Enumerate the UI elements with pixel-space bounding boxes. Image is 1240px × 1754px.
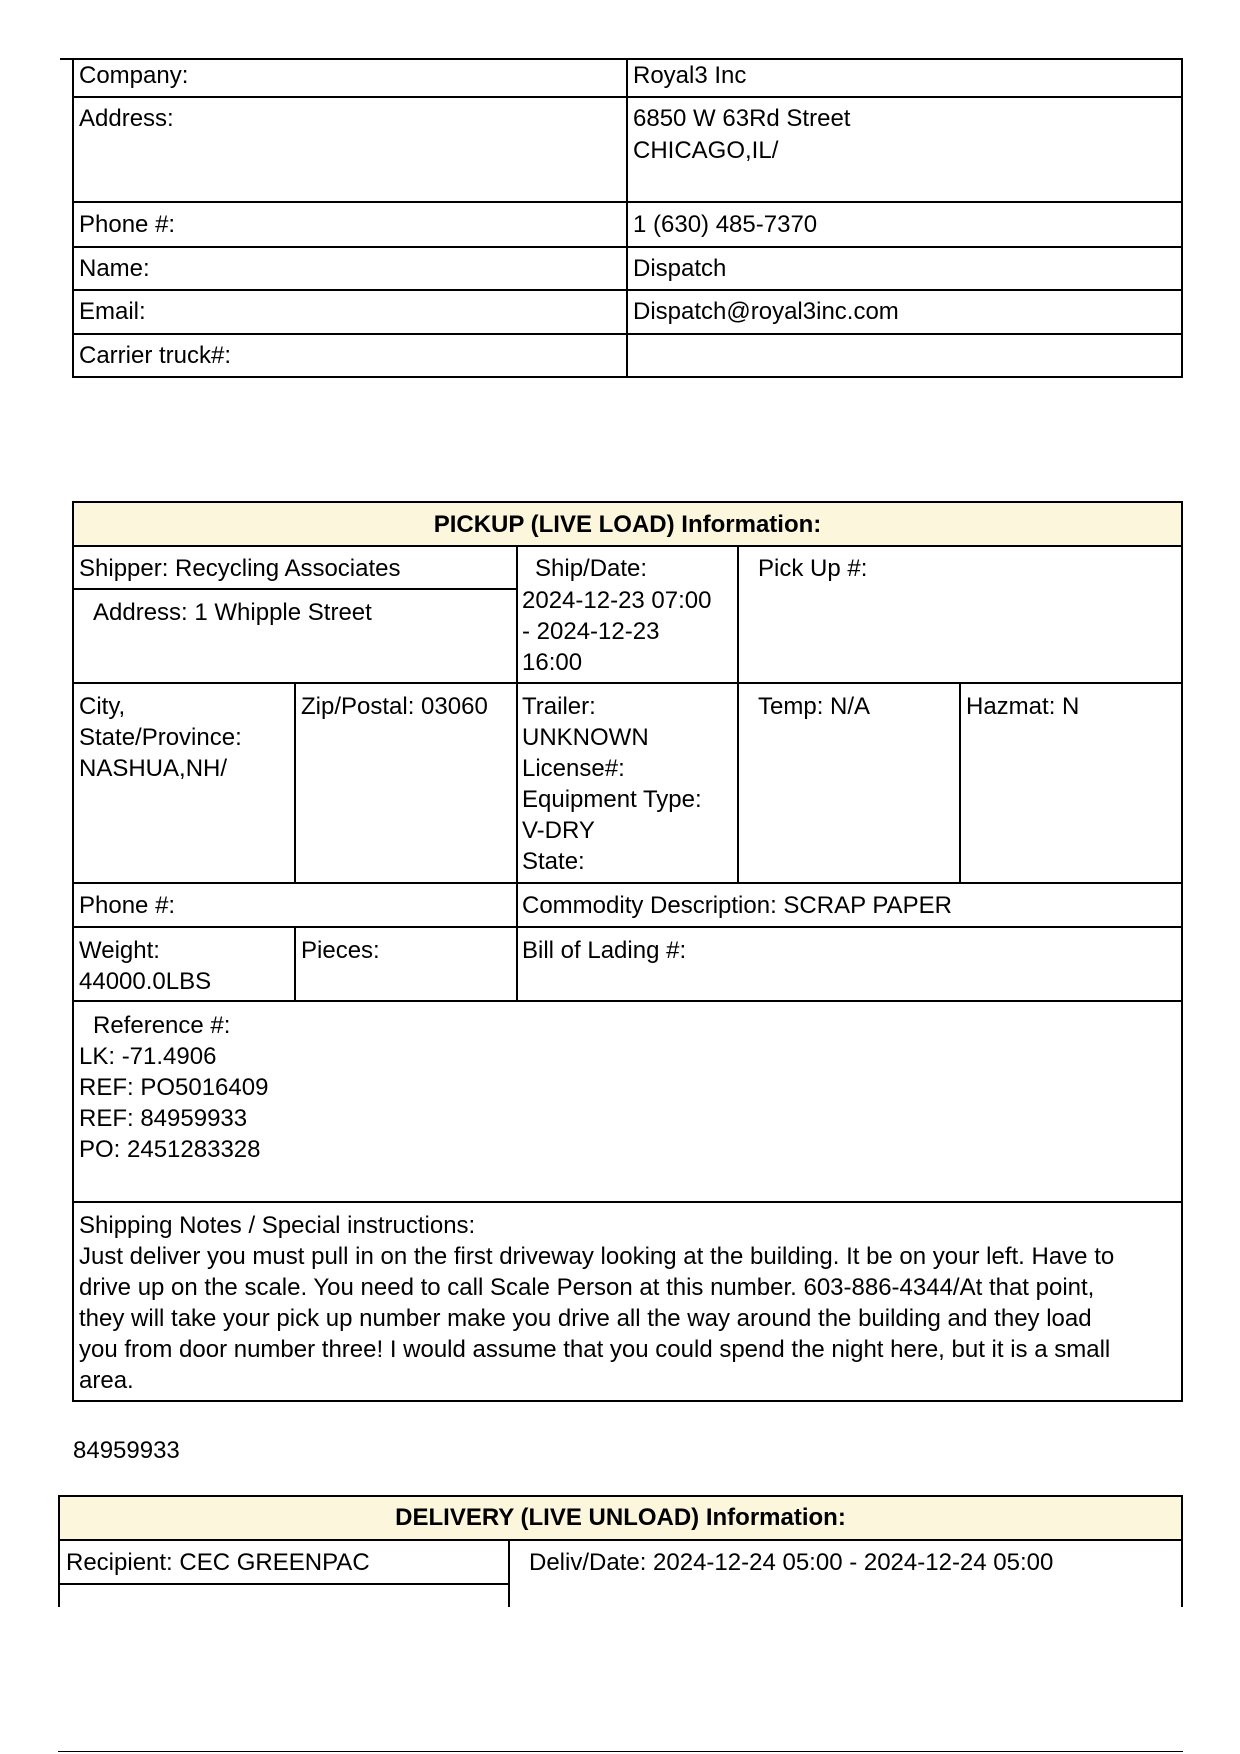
pieces: Pieces: xyxy=(301,937,380,964)
divider xyxy=(58,1583,509,1585)
notes-line: drive up on the scale. You need to call Scale Person at this number. 603-886-4344/At that point, xyxy=(79,1274,1095,1301)
divider xyxy=(72,882,1183,884)
notes-line: Just deliver you must pull in on the first driveway looking at the building. It be on your left. Have to xyxy=(79,1243,1115,1270)
shipper-address: Address: 1 Whipple Street xyxy=(93,599,372,626)
weight-line: Weight: xyxy=(79,937,160,964)
divider xyxy=(508,1539,510,1607)
pickup-number: Pick Up #: xyxy=(758,555,868,582)
address-label: Address: xyxy=(79,105,174,132)
delivery-header: DELIVERY (LIVE UNLOAD) Information: xyxy=(58,1496,1183,1540)
divider xyxy=(72,1400,1183,1402)
city-line: State/Province: xyxy=(79,724,242,751)
divider xyxy=(1181,501,1183,1402)
email-value: Dispatch@royal3inc.com xyxy=(633,298,899,325)
divider xyxy=(58,1539,1183,1541)
bill-of-lading: Bill of Lading #: xyxy=(522,937,687,964)
company-value: Royal3 Inc xyxy=(633,62,747,89)
divider xyxy=(516,545,518,1001)
ship-date-label: Ship/Date: xyxy=(535,555,648,582)
divider xyxy=(72,501,1183,503)
divider xyxy=(72,58,74,378)
name-label: Name: xyxy=(79,255,150,282)
shipper: Shipper: Recycling Associates xyxy=(79,555,401,582)
reference-label: Reference #: xyxy=(93,1012,231,1039)
trailer-line: License#: xyxy=(522,755,625,782)
divider xyxy=(72,1201,1183,1203)
commodity-description: Commodity Description: SCRAP PAPER xyxy=(522,892,952,919)
notes-label: Shipping Notes / Special instructions: xyxy=(79,1212,476,1239)
name-value: Dispatch xyxy=(633,255,727,282)
address-line-1: 6850 W 63Rd Street xyxy=(633,105,851,132)
trailer-line: Equipment Type: xyxy=(522,786,702,813)
divider xyxy=(72,545,1183,547)
reference-line: LK: -71.4906 xyxy=(79,1043,217,1070)
ship-date-line: 16:00 xyxy=(522,649,583,676)
divider xyxy=(72,588,517,590)
pickup-phone: Phone #: xyxy=(79,892,176,919)
company-label: Company: xyxy=(79,62,189,89)
divider xyxy=(72,501,74,1402)
divider xyxy=(72,682,1183,684)
trailer-line: State: xyxy=(522,848,585,875)
divider xyxy=(294,682,296,884)
zip-postal: Zip/Postal: 03060 xyxy=(301,693,488,720)
address-line-2: CHICAGO,IL/ xyxy=(633,137,779,164)
notes-line: area. xyxy=(79,1367,134,1394)
trailer-line: V-DRY xyxy=(522,817,595,844)
divider xyxy=(72,926,1183,928)
reference-line: REF: 84959933 xyxy=(79,1105,248,1132)
reference-line: REF: PO5016409 xyxy=(79,1074,269,1101)
divider xyxy=(626,58,628,378)
temp: Temp: N/A xyxy=(758,693,871,720)
divider xyxy=(737,545,739,884)
divider xyxy=(1181,1495,1183,1607)
city-line: NASHUA,NH/ xyxy=(79,755,228,782)
delivery-date: Deliv/Date: 2024-12-24 05:00 - 2024-12-24 05:00 xyxy=(529,1549,1054,1576)
phone-label: Phone #: xyxy=(79,211,176,238)
weight-line: 44000.0LBS xyxy=(79,968,212,995)
city-line: City, xyxy=(79,693,126,720)
email-label: Email: xyxy=(79,298,146,325)
ship-date-line: - 2024-12-23 xyxy=(522,618,660,645)
divider xyxy=(58,1495,1183,1497)
divider xyxy=(1181,58,1183,378)
ship-date-line: 2024-12-23 07:00 xyxy=(522,587,712,614)
phone-value: 1 (630) 485-7370 xyxy=(633,211,818,238)
load-number: 84959933 xyxy=(73,1437,180,1464)
divider xyxy=(959,682,961,884)
trailer-line: Trailer: xyxy=(522,693,596,720)
divider xyxy=(72,1000,1183,1002)
notes-line: you from door number three! I would assume that you could spend the night here, but it is a small xyxy=(79,1336,1111,1363)
divider xyxy=(58,1495,60,1607)
page-bottom-rule xyxy=(58,1751,1183,1752)
divider xyxy=(294,926,296,1002)
notes-line: they will take your pick up number make you drive all the way around the building and they load xyxy=(79,1305,1092,1332)
trailer-line: UNKNOWN xyxy=(522,724,649,751)
pickup-header: PICKUP (LIVE LOAD) Information: xyxy=(72,502,1183,547)
truck-label: Carrier truck#: xyxy=(79,342,232,369)
recipient: Recipient: CEC GREENPAC xyxy=(66,1549,370,1576)
reference-line: PO: 2451283328 xyxy=(79,1136,261,1163)
hazmat: Hazmat: N xyxy=(966,693,1080,720)
